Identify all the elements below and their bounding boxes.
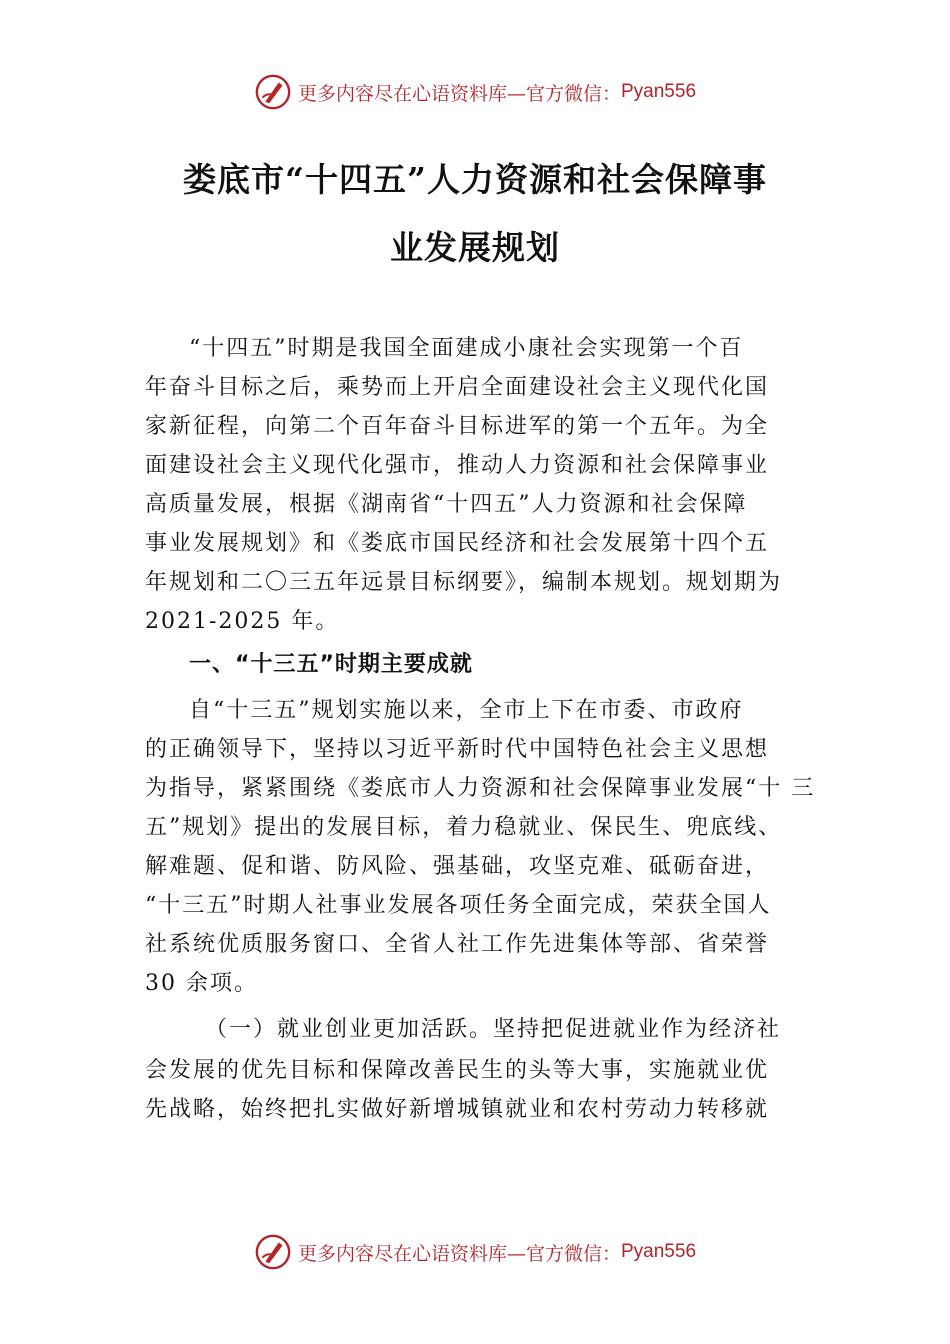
body-line: 2021-2025 年。 bbox=[145, 609, 340, 634]
body-line: 为指导，紧紧围绕《娄底市人力资源和社会保障事业发展“十 三 bbox=[145, 776, 816, 801]
watermark-banner-top bbox=[0, 72, 950, 112]
body-line: “十四五”时期是我国全面建成小康社会实现第一个百 bbox=[189, 336, 744, 361]
subsection-heading: （一）就业创业更加活跃。 bbox=[205, 1017, 494, 1042]
body-line: 事业发展规划》和《娄底市国民经济和社会发展第十四个五 bbox=[145, 531, 770, 556]
body-line: 自“十三五”规划实施以来，全市上下在市委、市政府 bbox=[189, 698, 744, 723]
watermark-wechat-id: Pyan556 bbox=[621, 1241, 697, 1262]
body-line: 家新征程，向第二个百年奋斗目标进军的第一个五年。为全 bbox=[145, 414, 770, 439]
body-line: 年规划和二〇三五年远景目标纲要》，编制本规划。规划期为 bbox=[145, 570, 783, 595]
subsection-line bbox=[145, 1011, 815, 1049]
document-title-line-1: 娄底市“十四五”人力资源和社会保障事 bbox=[183, 160, 767, 199]
body-line: 五”规划》提出的发展目标，着力稳就业、保民生、兜底线、 bbox=[145, 815, 783, 840]
body-line: 会发展的优先目标和保障改善民生的头等大事，实施就业优 bbox=[145, 1058, 770, 1083]
watermark-banner-bottom bbox=[0, 1232, 950, 1272]
body-line: 面建设社会主义现代化强市，推动人力资源和社会保障事业 bbox=[145, 453, 770, 478]
section-heading: 一、“十三五”时期主要成就 bbox=[189, 652, 473, 677]
body-line: 解难题、促和谐、防风险、强基础，攻坚克难、砥砺奋进， bbox=[145, 854, 770, 879]
body-line: “十三五”时期人社事业发展各项任务全面完成，荣获全国人 bbox=[145, 893, 772, 918]
body-line: 先战略，始终把扎实做好新增城镇就业和农村劳动力转移就 bbox=[145, 1097, 770, 1122]
watermark-wechat-id: Pyan556 bbox=[621, 81, 697, 102]
watermark-text: 更多内容尽在心语资料库—官方微信： bbox=[297, 1242, 621, 1265]
watermark-text: 更多内容尽在心语资料库—官方微信： bbox=[297, 82, 621, 105]
body-line: 高质量发展，根据《湖南省“十四五”人力资源和社会保障 bbox=[145, 492, 748, 517]
document-title-line-2: 业发展规划 bbox=[390, 228, 560, 267]
body-line: 年奋斗目标之后，乘势而上开启全面建设社会主义现代化国 bbox=[145, 375, 770, 400]
pen-nib-logo-icon bbox=[254, 1233, 292, 1271]
body-line: 30 余项。 bbox=[145, 971, 258, 996]
pen-nib-logo-icon bbox=[254, 73, 292, 111]
body-line: 的正确领导下，坚持以习近平新时代中国特色社会主义思想 bbox=[145, 737, 770, 762]
body-line: 社系统优质服务窗口、全省人社工作先进集体等部、省荣誉 bbox=[145, 932, 770, 957]
subsection-text: 坚持把促进就业作为经济社 bbox=[493, 1017, 782, 1042]
